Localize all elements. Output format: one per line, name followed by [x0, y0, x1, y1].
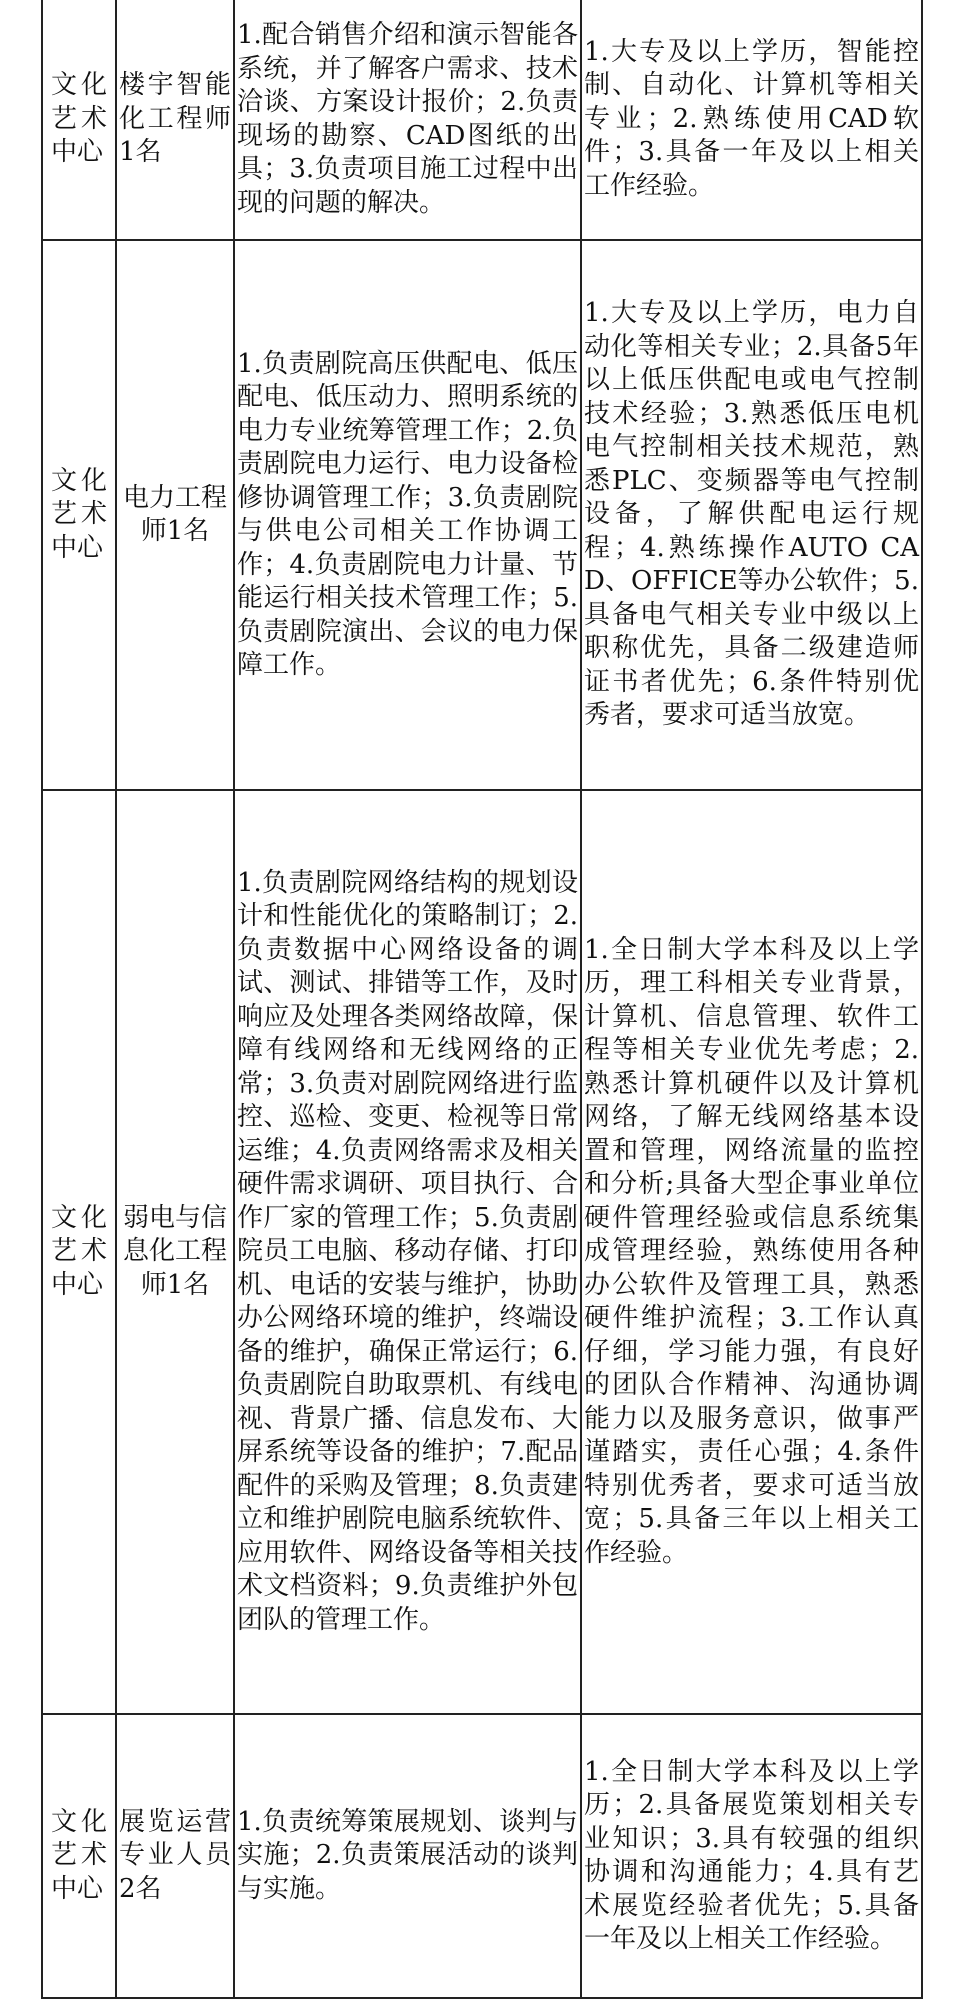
duties-cell: 1.负责统筹策展规划、谈判与实施；2.负责策展活动的谈判与实施。 — [234, 1714, 581, 1998]
position-cell: 电力工程师1名 — [116, 240, 234, 790]
position-cell: 展览运营专业人员2名 — [116, 1714, 234, 1998]
job-requirements-table — [41, 0, 923, 1999]
requirements-cell: 1.全日制大学本科及以上学历，理工科相关专业背景，计算机、信息管理、软件工程等相关专业优先考虑；2.熟悉计算机硬件以及计算机网络，了解无线网络基本设置和管理，网络流量的监控和分析;具备大型企事业单位硬件管理经验或信息系统集成管理经验，熟练使用各种办公软件及管理工具，熟悉硬件维护流程；3.工作认真仔细，学习能力强，有良好的团队合作精神、沟通协调能力以及服务意识，做事严谨踏实，责任心强；4.条件特别优秀者，要求可适当放宽；5.具备三年以上相关工作经验。 — [581, 790, 922, 1714]
requirements-cell: 1.大专及以上学历，电力自动化等相关专业；2.具备5年以上低压供配电或电气控制技术经验；3.熟悉低压电机电气控制相关技术规范，熟悉PLC、变频器等电气控制设备，了解供配电运行规程；4.熟练操作AUTO CAD、OFFICE等办公软件；5.具备电气相关专业中级以上职称优先，具备二级建造师证书者优先；6.条件特别优秀者，要求可适当放宽。 — [581, 240, 922, 790]
duties-cell: 1.配合销售介绍和演示智能各系统，并了解客户需求、技术洽谈、方案设计报价；2.负责现场的勘察、CAD图纸的出具；3.负责项目施工过程中出现的问题的解决。 — [234, 0, 581, 240]
table-row — [42, 0, 922, 240]
table-row — [42, 1714, 922, 1998]
table-row — [42, 240, 922, 790]
requirements-cell: 1.全日制大学本科及以上学历；2.具备展览策划相关专业知识；3.具有较强的组织协调和沟通能力；4.具有艺术展览经验者优先；5.具备一年及以上相关工作经验。 — [581, 1714, 922, 1998]
position-cell: 弱电与信息化工程师1名 — [116, 790, 234, 1714]
duties-cell: 1.负责剧院网络结构的规划设计和性能优化的策略制订；2.负责数据中心网络设备的调试、测试、排错等工作，及时响应及处理各类网络故障，保障有线网络和无线网络的正常；3.负责对剧院网络进行监控、巡检、变更、检视等日常运维；4.负责网络需求及相关硬件需求调研、项目执行、合作厂家的管理工作；5.负责剧院员工电脑、移动存储、打印机、电话的安装与维护，协助办公网络环境的维护，终端设备的维护，确保正常运行；6.负责剧院自助取票机、有线电视、背景广播、信息发布、大屏系统等设备的维护；7.配品配件的采购及管理；8.负责建立和维护剧院电脑系统软件、应用软件、网络设备等相关技术文档资料；9.负责维护外包团队的管理工作。 — [234, 790, 581, 1714]
duties-cell: 1.负责剧院高压供配电、低压配电、低压动力、照明系统的电力专业统筹管理工作；2.负责剧院电力运行、电力设备检修协调管理工作；3.负责剧院与供电公司相关工作协调工作；4.负责剧院电力计量、节能运行相关技术管理工作；5.负责剧院演出、会议的电力保障工作。 — [234, 240, 581, 790]
table-row — [42, 790, 922, 1714]
department-cell: 文化艺术中心 — [42, 240, 116, 790]
department-cell: 文化艺术中心 — [42, 1714, 116, 1998]
position-cell: 楼宇智能化工程师1名 — [116, 0, 234, 240]
department-cell: 文化艺术中心 — [42, 790, 116, 1714]
requirements-cell: 1.大专及以上学历，智能控制、自动化、计算机等相关专业；2.熟练使用CAD软件；3.具备一年及以上相关工作经验。 — [581, 0, 922, 240]
department-cell: 文化艺术中心 — [42, 0, 116, 240]
